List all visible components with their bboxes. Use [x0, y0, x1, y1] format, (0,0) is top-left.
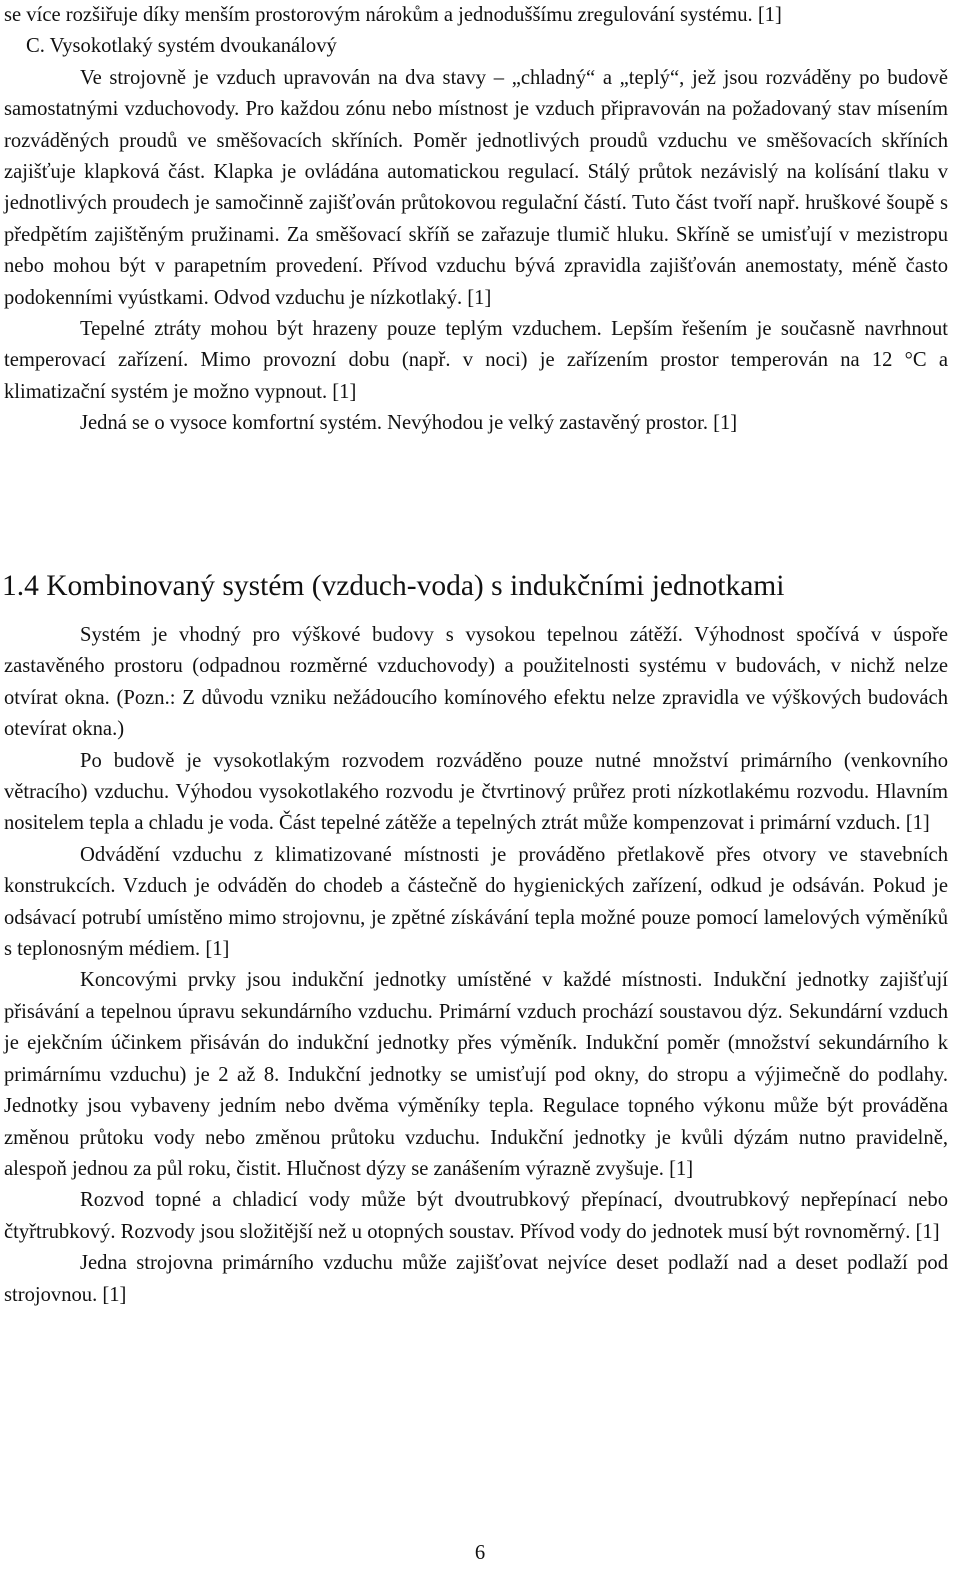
paragraph-comfort: Jedná se o vysoce komfortní systém. Nevýhodou je velký zastavěný prostor. [1]: [80, 412, 738, 435]
paragraph-continuation: se více rozšiřuje díky menším prostorovým nárokům a jednoduššímu zregulování systému. [1]: [4, 4, 782, 26]
paragraph-primary-air: Po budově je vysokotlakým rozvodem rozváděno pouze nutné množství primárního (venkovního větracího) vzduchu. Výhodou vysokotlakého rozvodu je čtvrtinový průřez proti nízkotlakému rozvodu. Hlavním nositelem tepla a chladu je voda. Část tepelné zátěže a tepelných ztrát může kompenzovat i primární vzduch. [1]: [4, 749, 948, 835]
paragraph-suitability: Systém je vhodný pro výškové budovy s vysokou tepelnou zátěží. Výhodnost spočívá v úspoře zastavěného prostoru (odpadnou rozměrné vzduchovody) a použitelnosti systému v budovách, v nichž nelze otvírat okna. (Pozn.: Z důvodu vzniku nežádoucího komínového efektu nelze zpravidla ve výškových budovách otevírat okna.): [4, 624, 948, 741]
paragraph-machine-room: Jedna strojovna primárního vzduchu může zajišťovat nejvíce deset podlaží nad a deset podlaží pod strojovnou. [1]: [4, 1252, 948, 1306]
section-body-text: [4, 620, 948, 1311]
paragraph-exhaust: Odvádění vzduchu z klimatizované místnosti je prováděno přetlakově přes otvory ve stavebních konstrukcích. Vzduch je odváděn do chodeb a částečně do hygienických zařízení, odkud je odsáván. Pokud je odsávací potrubí umístěno mimo strojovnu, je zpětné získávání tepla možné pouze pomocí lamelových výměníků s teplonosným médiem. [1]: [4, 843, 948, 961]
paragraph-dual-duct: Ve strojovně je vzduch upravován na dva stavy – „chladný“ a „teplý“, jež jsou rozváděny po budově samostatnými vzduchovody. Pro každou zónu nebo místnost je vzduch připravován na požadovaný stav mísením rozváděných proudů ve směšovacích skříních. Poměr jednotlivých proudů vzduchu ve směšovacích skříních zajišťuje klapková část. Klapka je ovládána automatickou regulací. Stálý průtok nezávislý na kolísání tlaku v jednotlivých proudech je samočinně zajišťován průtokovou regulační částí. Tuto část tvoří např. hruškové šoupě s předpětím zajištěným pružinami. Za směšovací skříň se zařazuje tlumič hluku. Skříně se umisťují v mezistropu nebo mohou být v parapetním provedení. Přívod vzduchu bývá zpravidla zajišťován anemostaty, méně často podokenními vyústkami. Odvod vzduchu je nízkotlaký. [1]: [4, 66, 948, 309]
paragraph-induction-units: Koncovými prvky jsou indukční jednotky umístěné v každé místnosti. Indukční jednotky zajišťují přisávání a tepelnou úpravu sekundárního vzduchu. Primární vzduch prochází soustavou dýz. Sekundární vzduch je ejekčním účinkem přisáván do indukční jednotky přes výměník. Indukční poměr (množství sekundárního k primárnímu vzduchu) je 2 až 8. Indukční jednotky se umisťují pod okny, do stropu a výjimečně do podlahy. Jednotky jsou vybaveny jedním nebo dvěma výměníky tepla. Regulace topného výkonu může být prováděna změnou průtoku vody nebo změnou průtoku vzduchu. Indukční jednotky je kvůli dýzám nutno pravidelně, alespoň jednou za půl roku, čistit. Hlučnost dýzy se zanášením výrazně zvyšuje. [1]: [4, 969, 948, 1180]
page-number: 6: [474, 1542, 486, 1564]
paragraph-water-distribution: Rozvod topné a chladicí vody může být dvoutrubkový přepínací, dvoutrubkový nepřepínací nebo čtyřtrubkový. Rozvody jsou složitější než u otopných soustav. Přívod vody do jednotek musí být rovnoměrný. [1]: [4, 1189, 948, 1243]
list-item-c: C. Vysokotlaký systém dvoukanálový: [26, 35, 337, 58]
paragraph-heat-loss: Tepelné ztráty mohou být hrazeny pouze teplým vzduchem. Lepším řešením je současně navrhnout temperovací zařízení. Mimo provozní dobu (např. v noci) je zařízením prostor temperován na 12 °C a klimatizační systém je možno vypnout. [1]: [4, 318, 948, 403]
section-c-text: [4, 0, 948, 440]
section-heading: 1.4 Kombinovaný systém (vzduch-voda) s indukčními jednotkami: [2, 570, 785, 602]
